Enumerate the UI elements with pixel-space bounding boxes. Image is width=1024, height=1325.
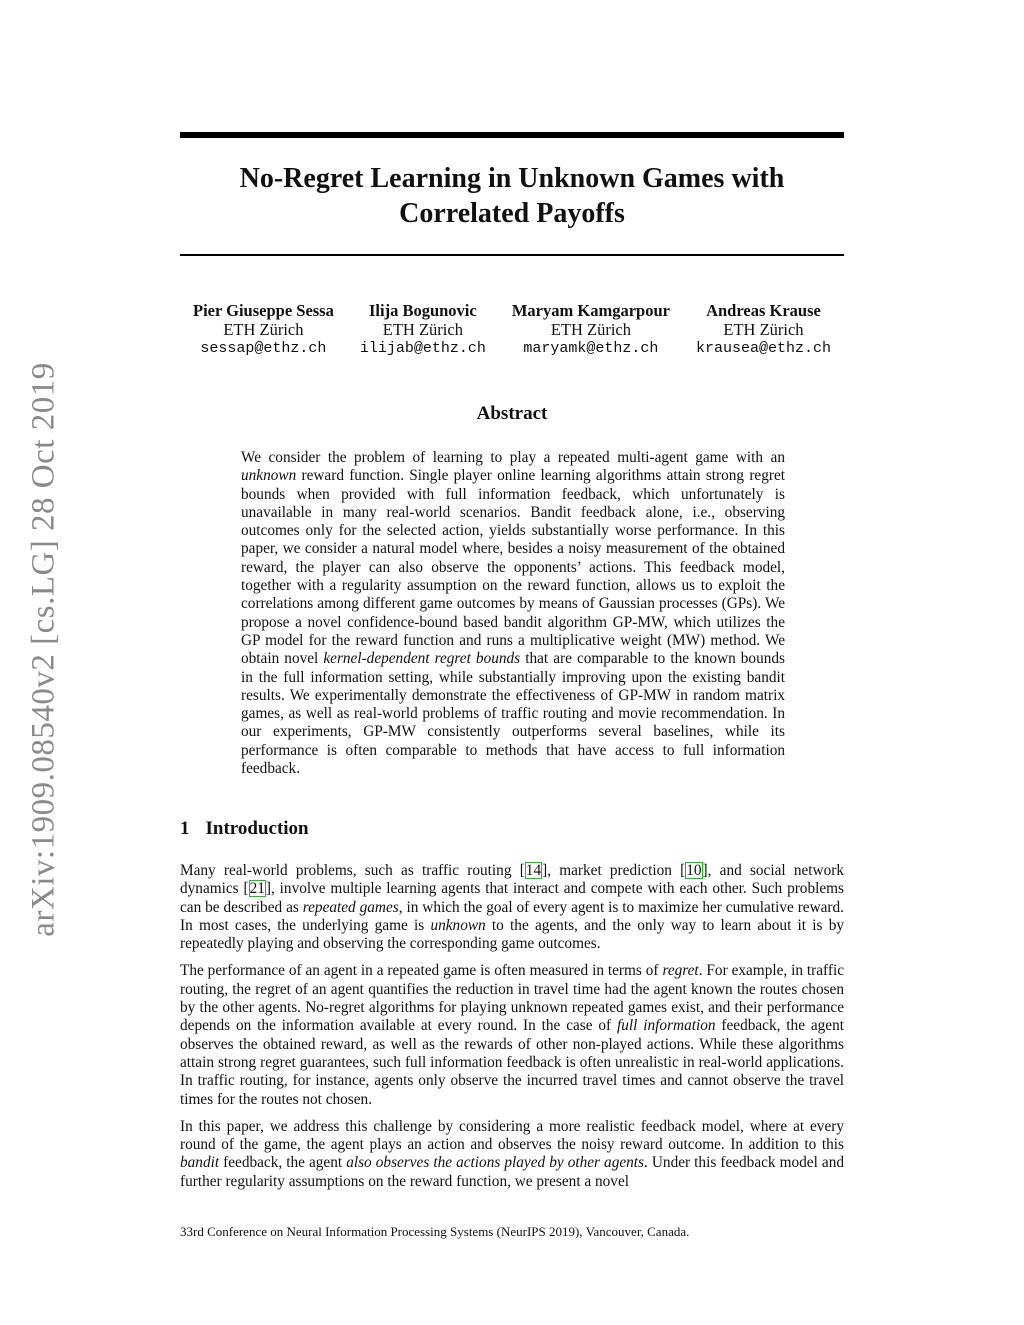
citation-link[interactable]: 14	[525, 862, 542, 879]
intro-text-run: . For example, in traffic routing, the regret of an agent quantifies the reduction in travel time had the agent known the routes chosen by the other agents. No-regret algorithms for playing unknown repeated games exist, and their performance depends on the information available at every round. In the case of	[180, 962, 845, 1035]
intro-emphasis: also observes the actions played by other agents	[346, 1154, 644, 1172]
intro-paragraph-1	[180, 862, 844, 953]
intro-text-run: feedback, the agent observes the obtained reward, as well as the rewards of other non-played actions. While these algorithms attain strong regret guarantees, such full information feedback is often unrealistic in real-world applications. In traffic routing, for instance, agents only observe the incurred travel times and cannot observe the travel times for the routes not chosen.	[180, 1017, 844, 1108]
author-email: maryamk@ethz.ch	[523, 340, 659, 357]
paper-title-line-1: No-Regret Learning in Unknown Games with	[239, 163, 785, 194]
introduction-body	[180, 862, 844, 1200]
intro-paragraph-2	[180, 962, 844, 1108]
author-list	[180, 301, 844, 358]
intro-text-run: Many real-world problems, such as traffic routing [	[180, 862, 525, 879]
intro-text-run: ], market prediction [	[542, 862, 686, 879]
abstract-text-run: that are comparable to the known bounds in the full information setting, while substantially improving upon the existing bandit results. We experimentally demonstrate the effectiveness of GP-MW in random matrix games, as well as real-world problems of traffic routing and movie recommendation. In our experiments, GP-MW consistently outperforms several baselines, while its performance is often comparable to methods that have access to full information feedback.	[241, 650, 785, 778]
section-number: 1	[180, 818, 190, 839]
citation-link[interactable]: 10	[686, 862, 702, 879]
author-name: Ilija Bogunovic	[368, 301, 477, 320]
author-block	[360, 301, 486, 358]
title-top-rule	[180, 132, 844, 138]
intro-text-run: feedback, the agent	[219, 1154, 347, 1172]
section-title: Introduction	[205, 818, 309, 839]
author-email: krausea@ethz.ch	[695, 340, 831, 357]
intro-text-run: ], involve multiple learning agents that interact and compete with each other. Such problems can be described as	[180, 880, 844, 916]
intro-text-run: to the agents, and the only way to learn about it is by repeatedly playing and observing the corresponding game outcomes.	[180, 916, 844, 953]
author-email: ilijab@ethz.ch	[359, 340, 486, 357]
intro-text-run: The performance of an agent in a repeated game is often measured in terms of	[180, 962, 663, 980]
abstract-text-run: We consider the problem of learning to play a repeated multi-agent game with an	[241, 449, 785, 466]
intro-emphasis: repeated games	[302, 898, 399, 916]
author-affiliation: ETH Zürich	[723, 320, 804, 339]
abstract-emphasis: unknown	[241, 467, 297, 485]
paper-title-line-2: Correlated Payoffs	[399, 198, 625, 229]
section-heading-introduction	[180, 818, 309, 840]
author-name: Andreas Krause	[706, 301, 821, 320]
conference-footnote: 33rd Conference on Neural Information Processing Systems (NeurIPS 2019), Vancouver, Canada.	[180, 1224, 690, 1239]
author-affiliation: ETH Zürich	[382, 320, 463, 339]
intro-emphasis: full information	[617, 1017, 716, 1035]
intro-text-run: ], and social network dynamics [	[180, 862, 844, 898]
author-name: Pier Giuseppe Sessa	[192, 301, 334, 320]
abstract-emphasis: kernel-dependent regret bounds	[323, 650, 521, 668]
arxiv-identifier-text: arXiv:1909.08540v2 [cs.LG] 28 Oct 2019	[25, 361, 62, 937]
abstract-text	[241, 449, 785, 778]
author-email: sessap@ethz.ch	[200, 340, 327, 357]
intro-emphasis: regret	[662, 962, 699, 980]
author-block	[512, 301, 670, 358]
paper-title	[180, 161, 844, 231]
abstract-heading: Abstract	[476, 403, 548, 424]
citation-link[interactable]: 21	[249, 880, 265, 898]
abstract-text-run: reward function. Single player online learning algorithms attain strong regret bounds when provided with full information feedback, which unfortunately is unavailable in many real-world scenarios. Bandit feedback alone, i.e., observing outcomes only for the selected action, yields substantially worse performance. In this paper, we consider a natural model where, besides a noisy measurement of the obtained reward, the player can also observe the opponents’ actions. This feedback model, together with a regularity assumption on the reward function, allows us to exploit the correlations among different game outcomes by means of Gaussian processes (GPs). We propose a novel confidence-bound based bandit algorithm GP-MW, which utilizes the GP model for the reward function and runs a multiplicative weight (MW) method. We obtain novel	[241, 467, 785, 668]
author-affiliation: ETH Zürich	[223, 320, 304, 339]
author-name: Maryam Kamgarpour	[511, 301, 670, 320]
author-block	[193, 301, 334, 358]
arxiv-identifier-stamp	[24, 354, 64, 944]
intro-text-run: . Under this feedback model and further regularity assumptions on the reward function, we present a novel	[180, 1154, 844, 1190]
intro-emphasis: bandit	[180, 1154, 220, 1172]
author-affiliation: ETH Zürich	[550, 320, 631, 339]
intro-text-run: In this paper, we address this challenge by considering a more realistic feedback model, where at every round of the game, the agent plays an action and observes the noisy reward outcome. In addition to this	[180, 1117, 844, 1154]
author-block	[696, 301, 831, 358]
intro-text-run: , in which the goal of every agent is to maximize her cumulative reward. In most cases, the underlying game is	[180, 898, 844, 934]
intro-paragraph-3	[180, 1118, 844, 1191]
title-bottom-rule	[180, 254, 844, 256]
intro-emphasis: unknown	[430, 916, 486, 934]
